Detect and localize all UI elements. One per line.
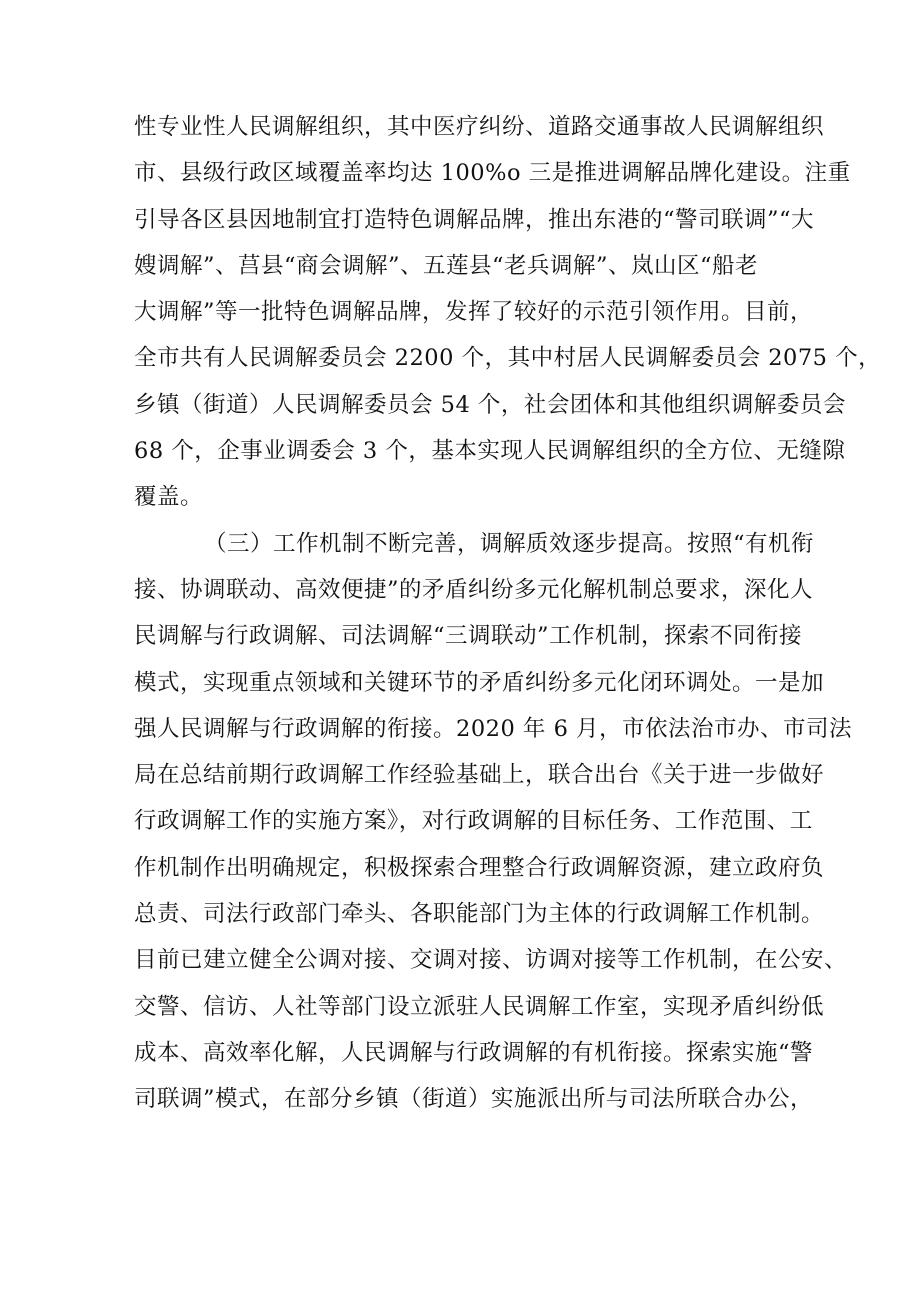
text-line: 作机制作出明确规定，积极探索合理整合行政调解资源，建立政府负: [134, 854, 825, 881]
text-line: 总责、司法行政部门牵头、各职能部门为主体的行政调解工作机制。: [134, 901, 825, 928]
text-line: 乡镇（街道）人民调解委员会 54 个，社会团体和其他组织调解委员会: [134, 391, 846, 418]
text-line: 成本、高效率化解，人民调解与行政调解的有机衔接。探索实施“警: [134, 1039, 814, 1066]
text-line: 大调解”等一批特色调解品牌，发挥了较好的示范引领作用。目前，: [134, 299, 814, 326]
text-line: 模式，实现重点领域和关键环节的矛盾纠纷多元化闭环调处。一是加: [134, 669, 825, 696]
text-line: 覆盖。: [134, 484, 204, 511]
text-line: 引导各区县因地制宜打造特色调解品牌，推出东港的“警司联调”“大: [134, 206, 815, 233]
text-line: 交警、信访、人社等部门设立派驻人民调解工作室，实现矛盾纠纷低: [134, 993, 825, 1020]
text-line: 民调解与行政调解、司法调解“三调联动”工作机制，探索不同衔接: [134, 623, 803, 650]
text-line: 强人民调解与行政调解的衔接。2020 年 6 月，市依法治市办、市司法: [134, 715, 853, 742]
text-line: 司联调”模式，在部分乡镇（街道）实施派出所与司法所联合办公，: [134, 1086, 814, 1113]
text-line: 接、协调联动、高效便捷”的矛盾纠纷多元化解机制总要求，深化人: [134, 576, 814, 603]
text-line: 性专业性人民调解组织，其中医疗纠纷、道路交通事故人民调解组织: [134, 114, 825, 140]
text-line: 全市共有人民调解委员会 2200 个，其中村居人民调解委员会 2075 个，: [134, 345, 882, 372]
text-line: 68 个，企事业调委会 3 个，基本实现人民调解组织的全方位、无缝隙: [134, 438, 846, 465]
text-line: 目前已建立健全公调对接、交调对接、访调对接等工作机制，在公安、: [134, 947, 848, 974]
section-heading-line: （三）工作机制不断完善，调解质效逐步提高。按照“有机衔: [204, 530, 815, 557]
body-text: [134, 104, 882, 1123]
text-line: 行政调解工作的实施方案》，对行政调解的目标任务、工作范围、工: [134, 808, 813, 835]
text-line: 嫂调解”、莒县“商会调解”、五莲县“老兵调解”、岚山区“船老: [134, 252, 759, 279]
text-line: 局在总结前期行政调解工作经验基础上，联合出台《关于进一步做好: [134, 762, 825, 789]
text-line: 市、县级行政区域覆盖率均达 100%o 三是推进调解品牌化建设。注重: [134, 160, 851, 187]
